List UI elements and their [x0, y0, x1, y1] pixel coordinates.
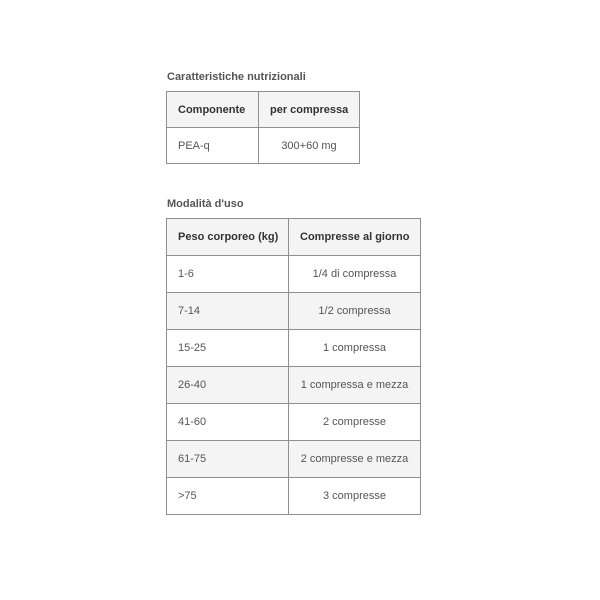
dose-cell: 1/2 compressa: [289, 293, 421, 330]
weight-cell: >75: [167, 478, 289, 515]
table-header-row: [167, 92, 360, 128]
table-row: [167, 293, 421, 330]
usage-title: Modalità d'uso: [167, 198, 244, 210]
column-header-tablets-per-day: Compresse al giorno: [289, 219, 421, 256]
table-row: [167, 128, 360, 164]
weight-cell: 15-25: [167, 330, 289, 367]
table-row: [167, 256, 421, 293]
dose-cell: 2 compresse: [289, 404, 421, 441]
weight-cell: 7-14: [167, 293, 289, 330]
nutrition-title: Caratteristiche nutrizionali: [167, 71, 306, 83]
table-row: [167, 367, 421, 404]
amount-cell: 300+60 mg: [259, 128, 360, 164]
column-header-per-tablet: per compressa: [259, 92, 360, 128]
usage-table: [166, 218, 421, 515]
table-row: [167, 404, 421, 441]
table-row: [167, 330, 421, 367]
weight-cell: 26-40: [167, 367, 289, 404]
dose-cell: 3 compresse: [289, 478, 421, 515]
table-row: [167, 478, 421, 515]
weight-cell: 61-75: [167, 441, 289, 478]
weight-cell: 41-60: [167, 404, 289, 441]
weight-cell: 1-6: [167, 256, 289, 293]
column-header-component: Componente: [167, 92, 259, 128]
dose-cell: 2 compresse e mezza: [289, 441, 421, 478]
dose-cell: 1 compressa: [289, 330, 421, 367]
table-header-row: [167, 219, 421, 256]
component-cell: PEA-q: [167, 128, 259, 164]
dose-cell: 1/4 di compressa: [289, 256, 421, 293]
dose-cell: 1 compressa e mezza: [289, 367, 421, 404]
table-row: [167, 441, 421, 478]
column-header-body-weight: Peso corporeo (kg): [167, 219, 289, 256]
nutrition-table: [166, 91, 360, 164]
